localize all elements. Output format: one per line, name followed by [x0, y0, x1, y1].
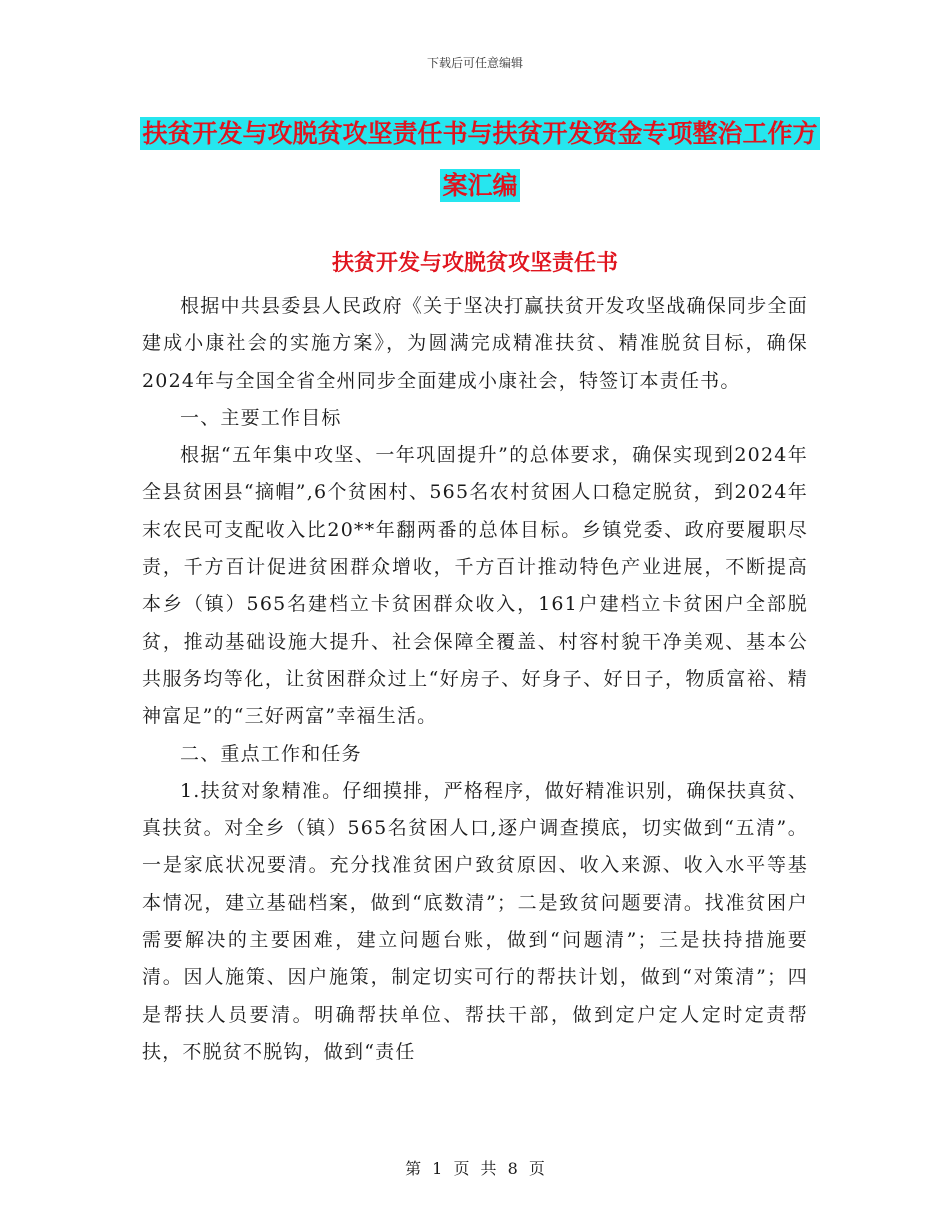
document-body — [142, 288, 808, 1071]
paragraph-task-1: 1.扶贫对象精准。仔细摸排，严格程序，做好精准识别，确保扶真贫、真扶贫。对全乡（镇）565名贫困人口,逐户调查摸底，切实做到“五清”。一是家底状况要清。充分找准贫困户致贫原因、收入来源、收入水平等基本情况，建立基础档案，做到“底数清”；二是致贫问题要清。找准贫困户需要解决的主要困难，建立问题台账，做到“问题清”；三是扶持措施要清。因人施策、因户施策，制定切实可行的帮扶计划，做到“对策清”；四是帮扶人员要清。明确帮扶单位、帮扶干部，做到定户定人定时定责帮扶，不脱贫不脱钩，做到“责任 — [142, 779, 808, 1063]
document-title — [140, 108, 820, 212]
paragraph-goals: 根据“五年集中攻坚、一年巩固提升”的总体要求，确保实现到2024年全县贫困县“摘帽”,6个贫困村、565名农村贫困人口稳定脱贫，到2024年末农民可支配收入比20**年翻两番的总体目标。乡镇党委、政府要履职尽责，千方百计促进贫困群众增收，千方百计推动特色产业进展，不断提高本乡（镇）565名建档立卡贫困群众收入，161户建档立卡贫困户全部脱贫，推动基础设施大提升、社会保障全覆盖、村容村貌干净美观、基本公共服务均等化，让贫困群众过上“好房子、好身子、好日子，物质富裕、精神富足”的“三好两富”幸福生活。 — [142, 444, 808, 728]
paragraph-intro: 根据中共县委县人民政府《关于坚决打赢扶贫开发攻坚战确保同步全面建成小康社会的实施方案》，为圆满完成精准扶贫、精准脱贫目标，确保2024年与全国全省全州同步全面建成小康社会，特签订本责任书。 — [142, 295, 808, 392]
document-title-text: 扶贫开发与攻脱贫攻坚责任书与扶贫开发资金专项整治工作方案汇编 — [142, 119, 818, 200]
section-title: 扶贫开发与攻脱贫攻坚责任书 — [331, 250, 618, 276]
heading-main-goals: 一、主要工作目标 — [180, 406, 342, 429]
page-number: 第 1 页 共 8 页 — [405, 1159, 545, 1178]
heading-key-tasks: 二、重点工作和任务 — [180, 742, 362, 765]
page-header-note: 下载后可任意编辑 — [426, 56, 523, 70]
